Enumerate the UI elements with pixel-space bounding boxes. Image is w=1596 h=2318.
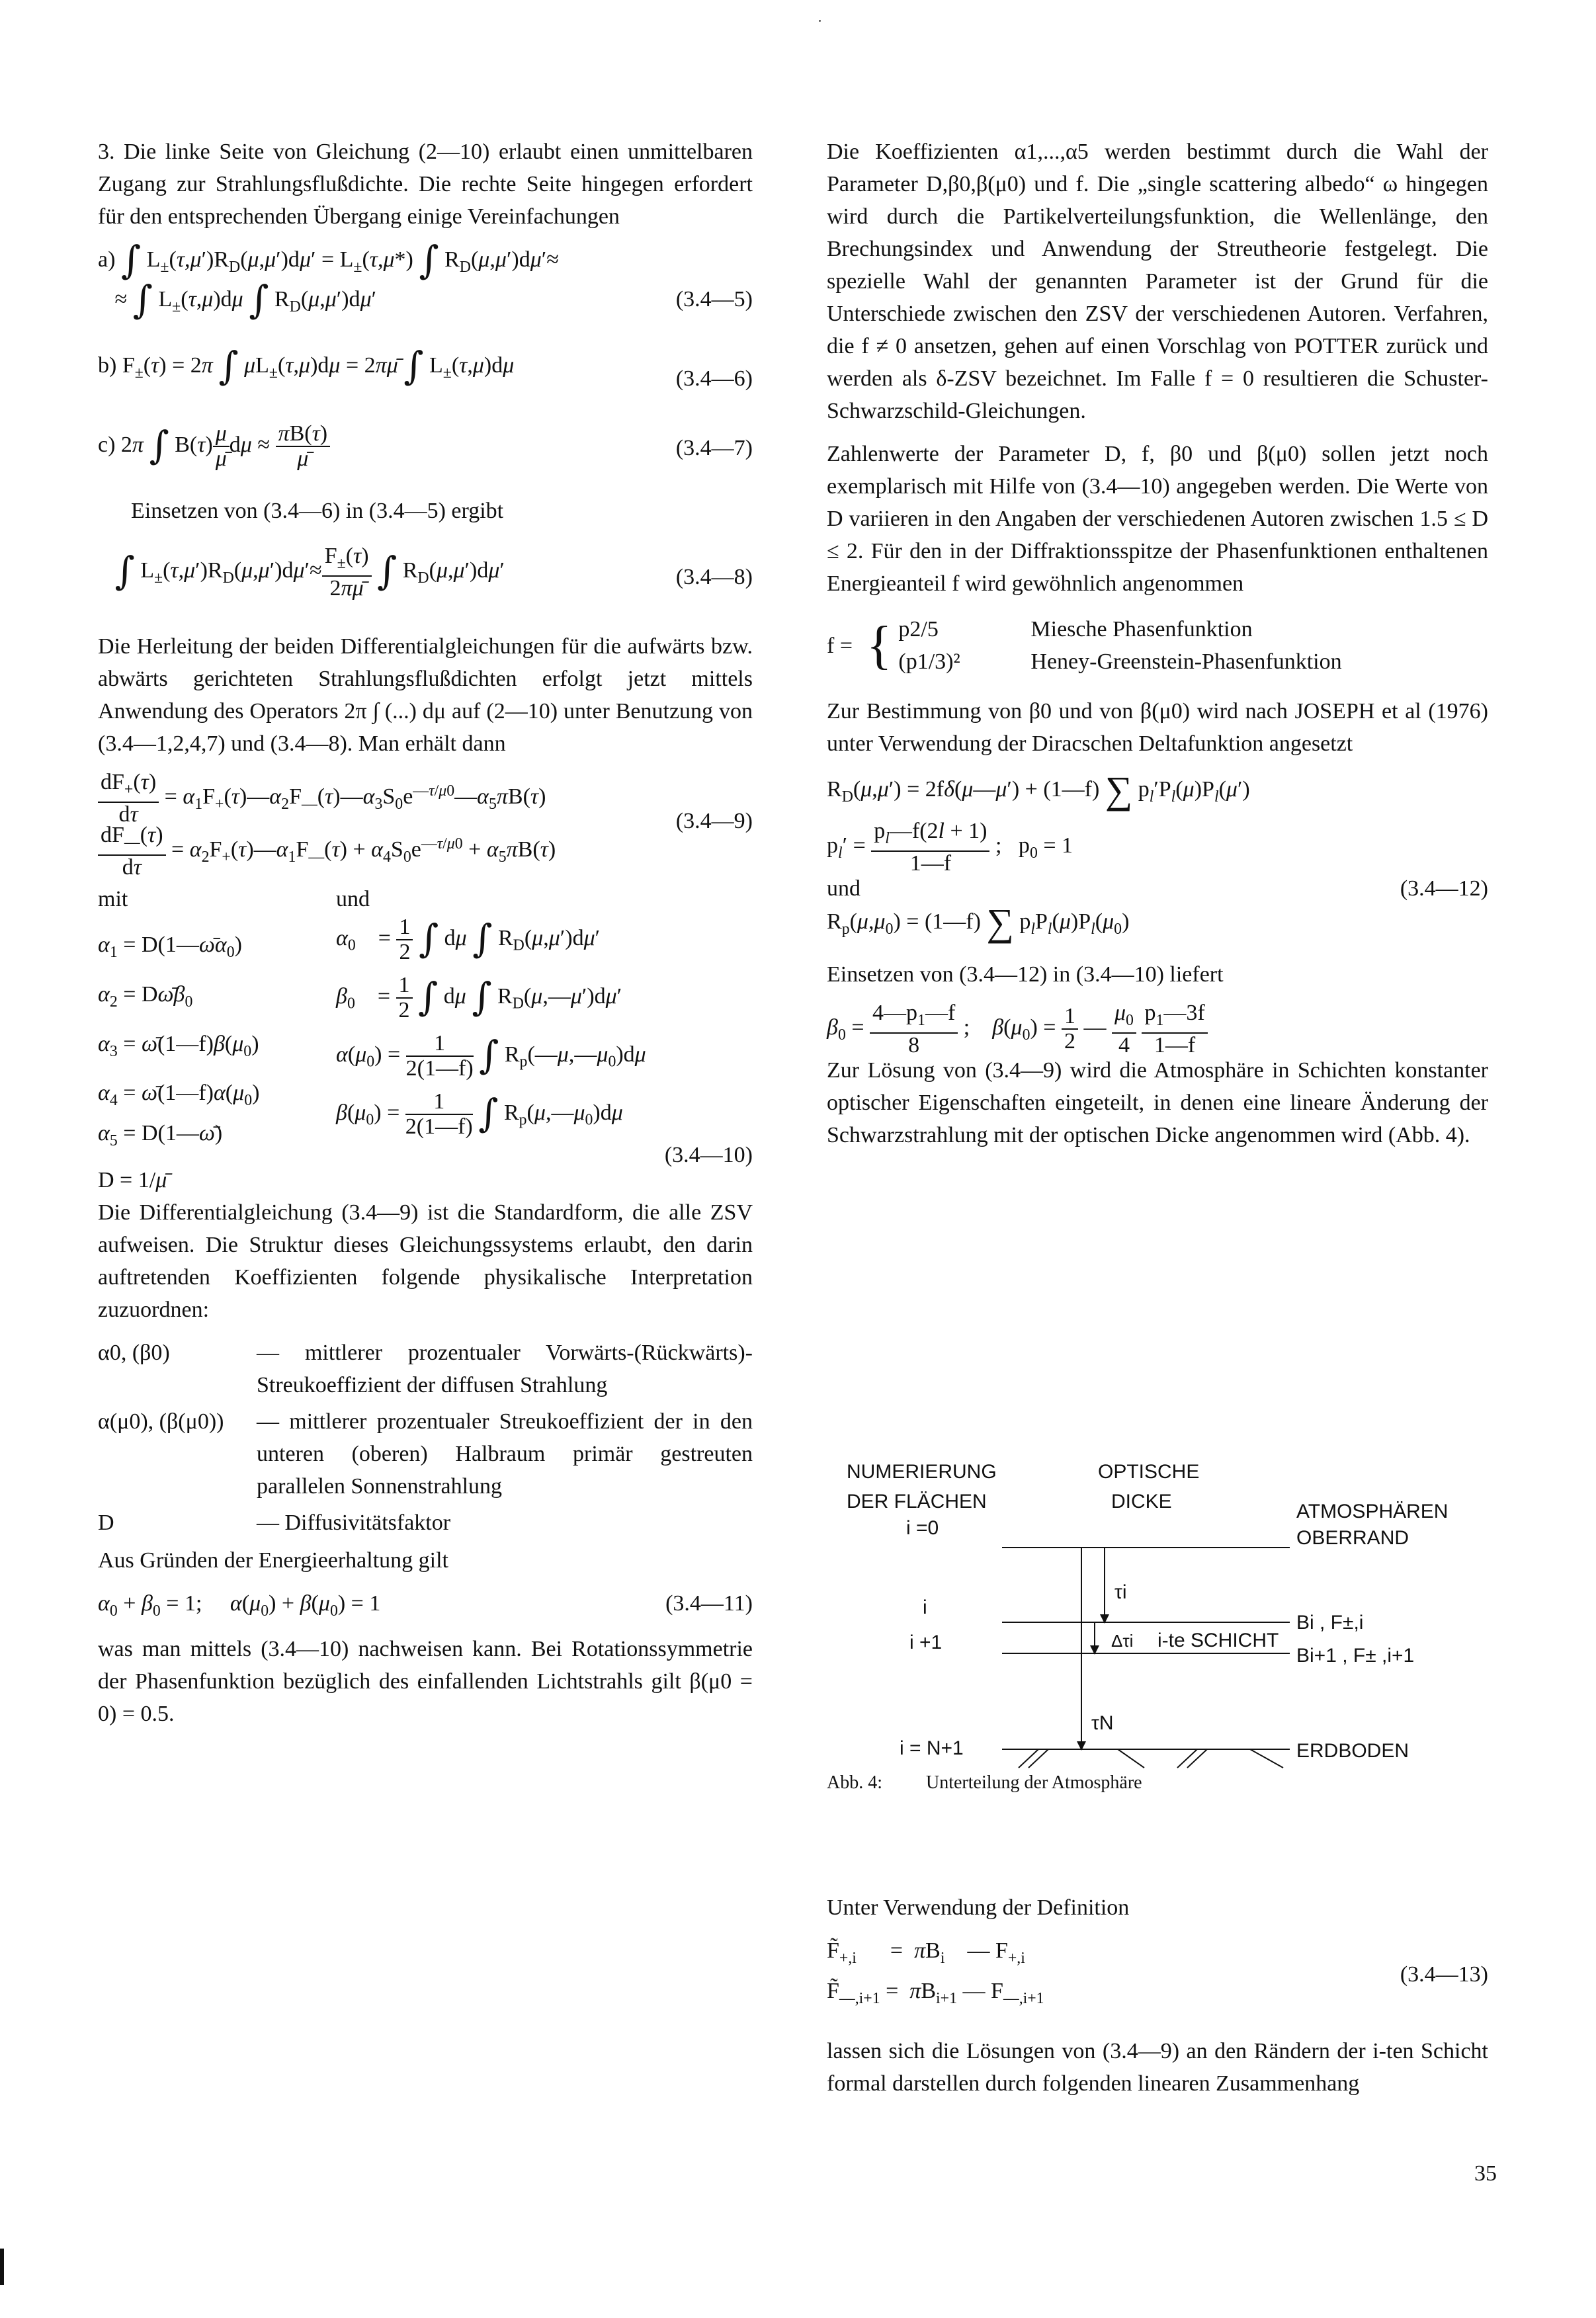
label-i0: i =0 xyxy=(906,1517,939,1539)
equation-12c: $R_p(\mu,\mu_0)$ = (1—f) ∑ $p_lP_l(\mu)P_l(\mu_0)$ xyxy=(827,901,1130,944)
label-i1: i +1 xyxy=(909,1632,943,1653)
label-atmosphaeren: ATMOSPHÄREN xyxy=(1296,1501,1449,1522)
right-column-bottom xyxy=(827,1891,1488,2110)
eq-number-5: (3.4—5) xyxy=(675,287,753,311)
label-schicht: i-te SCHICHT xyxy=(1157,1630,1279,1651)
equation-13: $F̃_{+,i}$ = $\pi B_i$ — $F_{+,i}$ $F̃_{—,i+1} = \pi B_{i+1}$ — $F_{—,i+1}$ (3.4—13) xyxy=(827,1938,1488,2007)
equation-5b: ≈ ∫ $L_\pm(\tau,\mu)d\mu$ ∫ $R_D(\mu,\mu')d\mu'$ (3.4—5) xyxy=(98,277,753,322)
equation-7: c) 2π ∫ B(τ) $\frac{\mu}{\mū}$ dμ ≈ $\frac{\pi B(\tau)}{\mū}$ (3.4—7) xyxy=(98,421,753,471)
label-optische: OPTISCHE xyxy=(1098,1461,1200,1483)
einsetzen-text: Einsetzen von (3.4—6) in (3.4—5) ergibt xyxy=(131,499,504,523)
koeffizienten-paragraph: Die Koeffizienten α1,...,α5 werden bestimmt durch die Wahl der Parameter D,β0,β(μ0) und f. Die „single scattering albedo“ ω hingegen wird durch die Partikelverteilungsfunktion, die Wellenlänge, den Brechungsindex und Anwendung der Streutheorie festgelegt. Die spezielle Wahl der genannten Parameter ist der Grund für die Unterschiede zwischen den ZSV der verschiedenen Autoren. Verfahren, die f ≠ 0 ansetzen, gehen auf einen Vorschlag von POTTER zurück und werden als δ-ZSV bezeichnet. Im Falle f = 0 resultieren die Schuster-Schwarzschild-Gleichungen. xyxy=(827,140,1488,423)
equation-9a: $\frac{dF_+(\tau)}{d\tau}$ = $\alpha_1F_+(\tau)—\alpha_2F_—(\tau)—\alpha_3S_0e^{—\tau/\mu 0}—\alpha_5\pi B(\tau)$ xyxy=(98,770,753,804)
label-b-i: Bi , F±,i xyxy=(1296,1612,1364,1634)
definition-item: α(μ0), (β(μ0)) — mittlerer prozentualer Streukoeffizient der in den unteren (oberen) Halbraum primär gestreuten parallelen Sonnenstrahlung xyxy=(98,1409,753,1499)
eq-number-6: (3.4—6) xyxy=(675,366,753,391)
left-column xyxy=(98,136,753,1741)
label-b-i1: Bi+1 , F± ,i+1 xyxy=(1296,1645,1415,1667)
atmosphere-layer-diagram xyxy=(833,1452,1495,1782)
equation-12b: $p_l'$ = $\frac{p_l—f(2l + 1)}{1—f}$ ; $p_0 = 1$ xyxy=(827,819,1073,876)
diagram-svg xyxy=(833,1452,1495,1769)
standardform-paragraph: Die Differentialgleichung (3.4—9) ist die Standardform, die alle ZSV aufweisen. Die Struktur dieses Gleichungssystems erlaubt, den darin auftretenden Koeffizienten folgende physikalische Interpretation zuzuordnen: xyxy=(98,1200,753,1322)
eq-number-13: (3.4—13) xyxy=(1400,1962,1488,1987)
coefficient-block xyxy=(98,883,753,1196)
eq-number-11: (3.4—11) xyxy=(665,1591,753,1616)
page-number: 35 xyxy=(1474,2161,1497,2186)
ground-hatching-icon xyxy=(1019,1749,1283,1768)
label-oberrand: OBERRAND xyxy=(1296,1527,1409,1549)
eq-number-9: (3.4—9) xyxy=(675,809,753,833)
label-iN: i = N+1 xyxy=(900,1737,964,1759)
herleitung-paragraph: Die Herleitung der beiden Differentialgleichungen für die aufwärts bzw. abwärts gerichteten Strahlungsflußdichten erfolgt jetzt mittels Anwendung des Operators 2π ∫ (...) dμ auf (2—10) unter Benutzung von (3.4—1,2,4,7) und (3.4—8). Man erhält dann xyxy=(98,634,753,756)
bestimmung-paragraph: Zur Bestimmung von β0 und von β(μ0) wird nach JOSEPH et al (1976) unter Verwendung der Diracschen Deltafunktion angesetzt xyxy=(827,699,1488,756)
definitions-list xyxy=(98,1337,753,1539)
equation-5a: a) ∫ $L_\pm(\tau,\mu')R_D(\mu,\mu')d\mu' = L_\pm(\tau,\mu*)$ ∫ $R_D(\mu,\mu')d\mu'\approx$ xyxy=(98,237,559,282)
definition-item: α0, (β0) — mittlerer prozentualer Vorwärts-(Rückwärts)-Streukoeffizient der diffusen Strahlung xyxy=(98,1340,753,1397)
equation-beta: $\beta_0$ = $\frac{4—p_1—f}{8}$ ; $\beta(\mu_0)$ = $\frac{1}{2}$ — $\frac{\mu_0}{4}$ $\frac{p_1—3f}{1—f}$ xyxy=(827,1001,1488,1054)
label-flaechen: DER FLÄCHEN xyxy=(847,1491,987,1512)
label-i: i xyxy=(923,1596,927,1618)
label-dicke: DICKE xyxy=(1111,1491,1172,1512)
label-numerierung: NUMERIERUNG xyxy=(847,1461,997,1483)
eq-number-8: (3.4—8) xyxy=(675,565,753,589)
equation-11: $\alpha_0 + \beta_0 = 1$; $\alpha(\mu_0) + \beta(\mu_0) = 1$ (3.4—11) xyxy=(98,1587,753,1620)
eq-number-12: (3.4—12) xyxy=(1400,876,1488,901)
figure-caption xyxy=(827,1772,1142,1794)
coefficient-list-right: und $\alpha_0$ = $\frac{1}{2}$ ∫ dμ ∫ $R_D(\mu,\mu')d\mu'$ $\beta_0$ = $\frac{1}{2}$ ∫ dμ ∫ $R_D(\mu,—\mu')d\mu'$ $\alpha(\mu_0)$ = $\frac{1}{2(1—f)}$ ∫ $R_p(—\mu,—\mu_0)d\mu$ $\beta(\mu_0)$ = $\frac{1}{2(1—f)}$ ∫ $R_p(\mu,—\mu_0)d\mu$ (3.4—10) xyxy=(336,883,753,1196)
eq-number-10: (3.4—10) xyxy=(664,1143,753,1167)
zahlenwerte-paragraph: Zahlenwerte der Parameter D, f, β0 und β(μ0) sollen jetzt noch exemplarisch mit Hilfe von (3.4—10) angegeben werden. Die Werte von D variieren in den Angaben der verschiedenen Autoren zwischen 1.5 ≤ D ≤ 2. Für den in der Diffraktionsspitze der Phasenfunktionen enthaltenen Energieanteil f wird gewöhnlich angenommen xyxy=(827,442,1488,596)
right-column xyxy=(827,136,1488,1162)
definition-text: Unter Verwendung der Definition xyxy=(827,1895,1130,1920)
label-dtau-i: Δτi xyxy=(1111,1631,1134,1651)
randen-paragraph: lassen sich die Lösungen von (3.4—9) an den Rändern der i-ten Schicht formal darstellen durch folgenden linearen Zusammenhang xyxy=(827,2038,1488,2096)
definition-item: D — Diffusivitätsfaktor xyxy=(98,1510,451,1535)
eq-number-7: (3.4—7) xyxy=(675,436,753,460)
einsetzen-12-text: Einsetzen von (3.4—12) in (3.4—10) liefert xyxy=(827,962,1224,987)
equation-8: ∫ $L_\pm(\tau,\mu')R_D(\mu,\mu')d\mu'\approx$ $\frac{F_\pm(\tau)}{2\pi\mū}$ ∫ $R_D(\mu,\mu')d\mu'$ (3.4—8) xyxy=(114,544,753,600)
intro-paragraph: 3. Die linke Seite von Gleichung (2—10) erlaubt einen unmittelbaren Zugang zur Strahlungsflußdichte. Die rechte Seite hingegen erfordert für den entsprechenden Übergang einige Vereinfachungen xyxy=(98,140,753,229)
scan-edge-mark xyxy=(0,2249,4,2285)
label-tau-N: τN xyxy=(1091,1712,1114,1734)
coefficient-list-left: mit $\alpha_1$ = $D(1—\omegā\alpha_0)$ $\alpha_2$ = $D\omegā\beta_0$ $\alpha_3$ = $\omegā(1—f)\beta(\mu_0)$ $\alpha_4$ = $\omegā(1—f)\alpha(\mu_0)$ $\alpha_5$ = D(1—ω̄) D = 1/μ̄ xyxy=(98,883,336,1196)
und-label: und xyxy=(336,887,370,911)
scan-dot xyxy=(819,20,821,22)
equation-9b: $\frac{dF_—(\tau)}{d\tau}$ = $\alpha_2F_+(\tau)—\alpha_1F_—(\tau) + \alpha_4S_0e^{—\tau/\mu 0} + \alpha_5\pi B(\tau)$ (3.4—9) xyxy=(98,823,753,883)
equation-12a: $R_D(\mu,\mu')$ = 2fδ(μ—μ′) + (1—f) ∑ $p_l'P_l(\mu)P_l(\mu')$ xyxy=(827,768,1250,811)
loesung-paragraph: Zur Lösung von (3.4—9) wird die Atmosphäre in Schichten konstanter optischer Eigenschaften eingeteilt, in denen eine lineare Änderung der Schwarzstrahlung mit der optischen Dicke angenommen wird (Abb. 4). xyxy=(827,1058,1488,1147)
equation-6: b) $F_\pm(\tau) = 2\pi$ ∫ $\mu L_\pm(\tau,\mu)d\mu$ = 2πμ̄ ∫ $L_\pm(\tau,\mu)d\mu$ (3.4—6) xyxy=(98,343,753,415)
caption-label: Abb. 4: xyxy=(827,1772,882,1793)
energie-text: Aus Gründen der Energieerhaltung gilt xyxy=(98,1548,449,1573)
und-line: und (3.4—12) xyxy=(827,872,1488,905)
rotation-paragraph: was man mittels (3.4—10) nachweisen kann. Bei Rotationssymmetrie der Phasenfunktion bezüglich des einfallenden Lichtstrahls gilt β(μ0 = 0) = 0.5. xyxy=(98,1636,753,1726)
f-cases: f = { p2/5 Miesche Phasenfunktion (p1/3)² Heney-Greenstein-Phasenfunktion xyxy=(827,616,1342,675)
label-erdboden: ERDBODEN xyxy=(1296,1740,1409,1762)
mit-label: mit xyxy=(98,887,128,911)
caption-text: Unterteilung der Atmosphäre xyxy=(926,1772,1142,1793)
label-tau-i: τi xyxy=(1114,1581,1127,1603)
